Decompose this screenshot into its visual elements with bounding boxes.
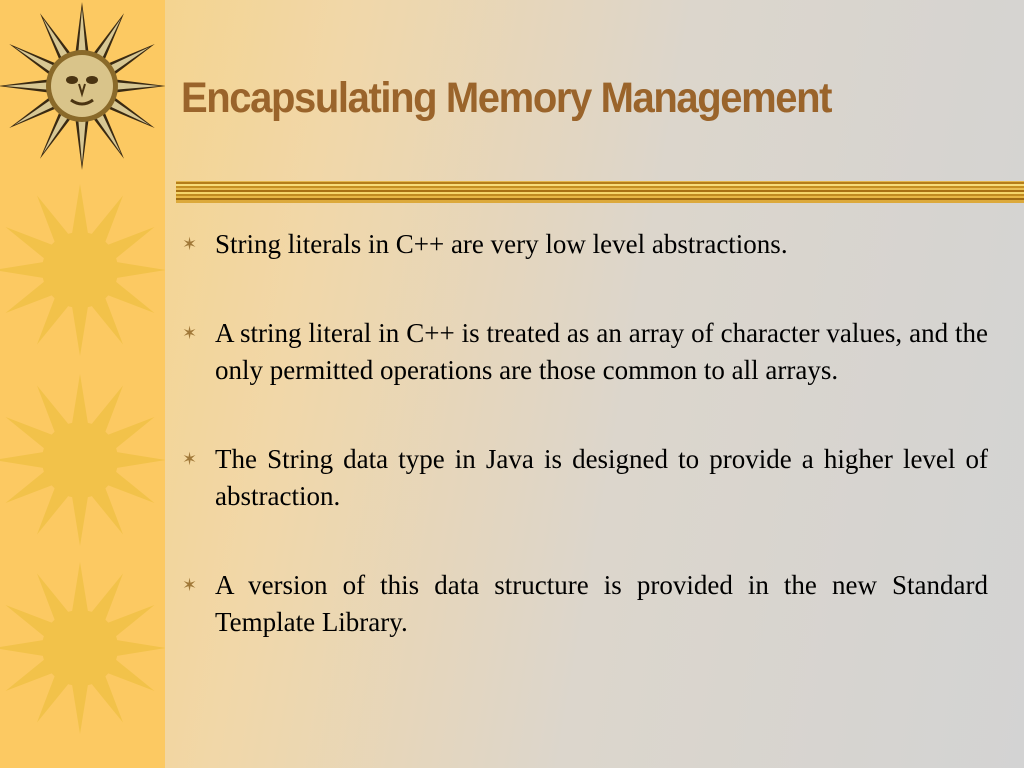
six-pointed-star-icon: ✶ — [182, 575, 198, 595]
list-item — [182, 226, 988, 263]
decorative-side-panel — [0, 0, 165, 768]
bullet-text: String literals in C++ are very low level abstractions. — [215, 229, 788, 259]
slide-title: Encapsulating Memory Management — [181, 74, 832, 122]
sun-icon — [0, 370, 165, 550]
list-item — [182, 441, 988, 515]
bullet-list — [182, 226, 988, 693]
six-pointed-star-icon: ✶ — [182, 234, 198, 254]
bullet-text: A string literal in C++ is treated as an array of character values, and the only permitted operations are those common to all arrays. — [215, 318, 988, 385]
list-item — [182, 567, 988, 641]
bullet-text: A version of this data structure is provided in the new Standard Template Library. — [215, 570, 988, 637]
sun-icon — [0, 180, 165, 360]
six-pointed-star-icon: ✶ — [182, 449, 198, 469]
bullet-text: The String data type in Java is designed to provide a higher level of abstraction. — [215, 444, 988, 511]
six-pointed-star-icon: ✶ — [182, 323, 198, 343]
list-item — [182, 315, 988, 389]
title-divider — [176, 181, 1024, 203]
sun-icon — [0, 558, 165, 738]
sun-face-icon — [0, 0, 165, 175]
